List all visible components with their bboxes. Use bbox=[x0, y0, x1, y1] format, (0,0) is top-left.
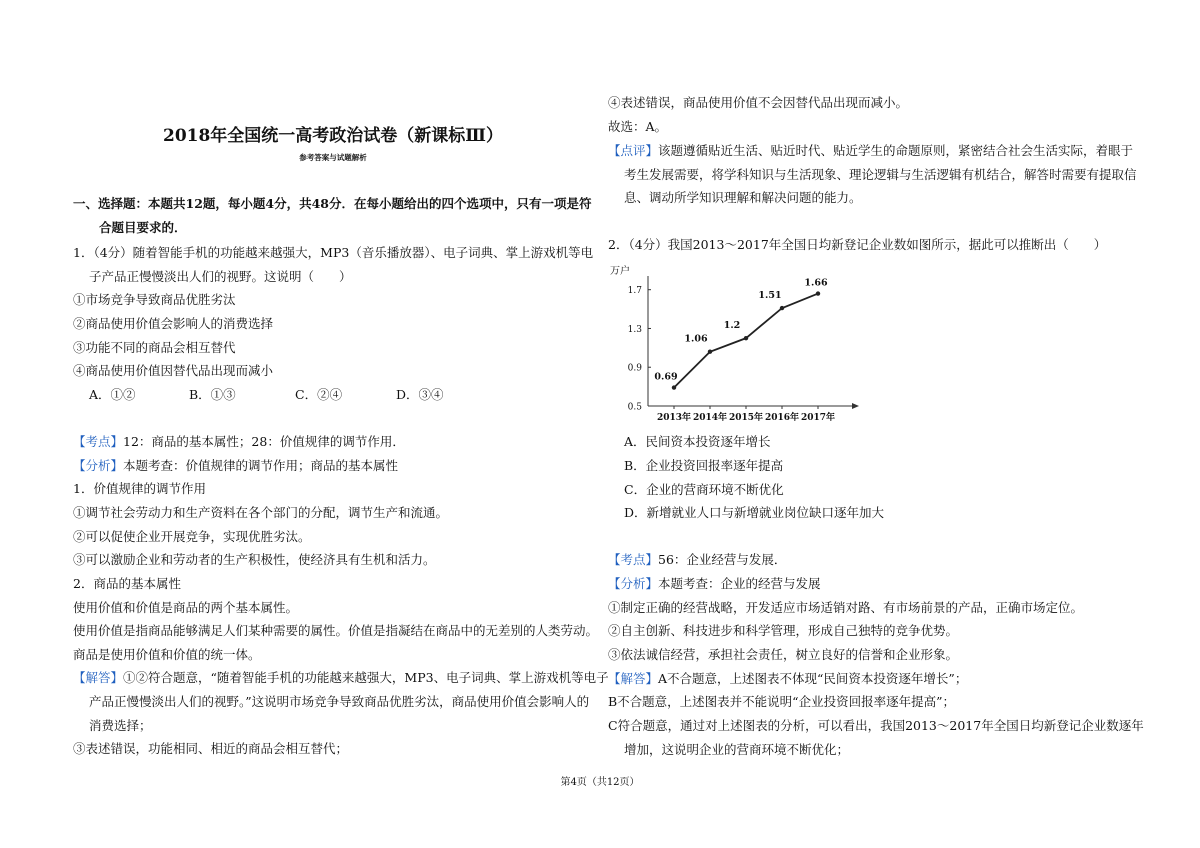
dianping-line-3: 息、调动所学知识理解和解决问题的能力。 bbox=[624, 190, 862, 205]
paper-title: 2018年全国统一高考政治试卷（新课标Ⅲ） bbox=[162, 126, 504, 146]
data-point bbox=[708, 350, 712, 354]
data-label: 1.2 bbox=[723, 320, 741, 332]
data-label: 1.06 bbox=[684, 333, 708, 345]
q2-stem: 2．（4分）我国2013～2017年全国日均新登记企业数如图所示，据此可以推断出（ ） bbox=[608, 237, 1107, 252]
analysis-line: 商品是使用价值和价值的统一体。 bbox=[73, 647, 261, 662]
data-point bbox=[816, 291, 820, 295]
q1-option-a: A．①② bbox=[89, 387, 136, 402]
q1-item: ③功能不同的商品会相互替代 bbox=[73, 340, 236, 355]
jieda-text: A不合题意，上述图表不体现“民间资本投资逐年增长”； bbox=[658, 671, 968, 686]
dianping-line-2: 考生发展需要，将学科知识与生活现象、理论逻辑与生活逻辑有机结合，解答时需要有提取信 bbox=[624, 167, 1137, 182]
page-footer: 第4页（共12页） bbox=[560, 777, 640, 788]
analysis-line: ③依法诚信经营，承担社会责任，树立良好的信誉和企业形象。 bbox=[608, 647, 959, 662]
jieda-line-3: 消费选择； bbox=[89, 718, 152, 733]
jieda-text: ①②符合题意，“随着智能手机的功能越来越强大，MP3、电子词典、掌上游戏机等电子 bbox=[123, 670, 609, 685]
kaodian-tag: 【考点】 bbox=[73, 434, 124, 449]
x-tick-label: 2016年 bbox=[764, 413, 800, 423]
analysis-line: 2．商品的基本属性 bbox=[73, 576, 181, 591]
data-point bbox=[672, 385, 676, 389]
fenxi-tag: 【分析】 bbox=[73, 458, 124, 473]
fenxi-text: 本题考查：价值规律的调节作用；商品的基本属性 bbox=[123, 458, 399, 473]
fenxi-line bbox=[73, 458, 398, 474]
dianping-tag: 【点评】 bbox=[608, 143, 659, 158]
q1-stem-line-2: 子产品正慢慢淡出人们的视野。这说明（ ） bbox=[89, 269, 352, 284]
q1-item: ②商品使用价值会影响人的消费选择 bbox=[73, 316, 274, 331]
dianping-text: 该题遵循贴近生活、贴近时代、贴近学生的命题原则，紧密结合社会生活实际，着眼于 bbox=[658, 143, 1134, 158]
kaodian-text: 12：商品的基本属性；28：价值规律的调节作用． bbox=[123, 434, 405, 449]
q1-option-b: B．①③ bbox=[189, 387, 236, 402]
section-header-line-2: 合题目要求的． bbox=[99, 220, 187, 235]
data-point bbox=[780, 306, 784, 310]
data-label: 0.69 bbox=[654, 371, 678, 383]
q2-option-d: D．新增就业人口与新增就业岗位缺口逐年加大 bbox=[624, 505, 885, 520]
jieda-tag: 【解答】 bbox=[73, 670, 124, 685]
x-axis-arrow bbox=[852, 403, 859, 409]
y-tick-label: 1.7 bbox=[627, 286, 642, 297]
x-tick-label: 2013年 bbox=[656, 413, 692, 423]
jieda-line-2: 产品正慢慢淡出人们的视野。”这说明市场竞争导致商品优胜劣汰，商品使用价值会影响人的 bbox=[89, 694, 590, 709]
analysis-line: ①调节社会劳动力和生产资料在各个部门的分配，调节生产和流通。 bbox=[73, 505, 449, 520]
y-tick-label: 1.3 bbox=[627, 324, 642, 335]
q2-option-b: B．企业投资回报率逐年提高 bbox=[624, 458, 784, 473]
kaodian-tag: 【考点】 bbox=[608, 552, 659, 567]
q1-item: ④商品使用价值因替代品出现而减小 bbox=[73, 363, 274, 378]
q1-item: ①市场竞争导致商品优胜劣汰 bbox=[73, 292, 236, 307]
fenxi-tag: 【分析】 bbox=[608, 576, 659, 591]
x-tick-label: 2014年 bbox=[692, 413, 728, 423]
jieda-line-4: ③表述错误，功能相同、相近的商品会相互替代； bbox=[73, 741, 349, 756]
analysis-line: ①制定正确的经营战略，开发适应市场适销对路、有市场前景的产品，正确市场定位。 bbox=[608, 600, 1084, 615]
y-tick-label: 0.9 bbox=[627, 363, 642, 374]
y-tick-label: 0.5 bbox=[627, 402, 642, 413]
paper-subtitle: 参考答案与试题解析 bbox=[299, 153, 367, 162]
jieda-line-4: 增加，这说明企业的营商环境不断优化； bbox=[624, 742, 850, 757]
q1-option-d: D．③④ bbox=[396, 387, 444, 402]
q1-stem-line-1: 1．（4分）随着智能手机的功能越来越强大，MP3（音乐播放器）、电子词典、掌上游戏机等电 bbox=[73, 245, 594, 260]
q1-option-c: C．②④ bbox=[295, 387, 343, 402]
enterprise-registration-line-chart bbox=[608, 262, 868, 428]
jieda-tag: 【解答】 bbox=[608, 671, 659, 686]
x-tick-label: 2015年 bbox=[728, 413, 764, 423]
data-label: 1.51 bbox=[758, 290, 782, 302]
analysis-line: ③可以激励企业和劳动者的生产积极性，使经济具有生机和活力。 bbox=[73, 552, 436, 567]
right-top-line-2: 故选：A。 bbox=[608, 119, 668, 134]
analysis-line: ②可以促使企业开展竞争，实现优胜劣汰。 bbox=[73, 529, 311, 544]
fenxi-text: 本题考查：企业的经营与发展 bbox=[658, 576, 821, 591]
right-top-line-1: ④表述错误，商品使用价值不会因替代品出现而减小。 bbox=[608, 95, 909, 110]
analysis-line: 使用价值和价值是商品的两个基本属性。 bbox=[73, 600, 299, 615]
kaodian-line bbox=[73, 434, 405, 450]
data-point bbox=[744, 336, 748, 340]
kaodian-line bbox=[608, 552, 786, 568]
jieda-line-1 bbox=[608, 671, 967, 687]
fenxi-line bbox=[608, 576, 821, 592]
data-label: 1.66 bbox=[804, 277, 828, 289]
q2-option-a: A．民间资本投资逐年增长 bbox=[624, 434, 771, 449]
dianping-line-1 bbox=[608, 143, 1133, 159]
analysis-line: ②自主创新、科技进步和科学管理，形成自己独特的竞争优势。 bbox=[608, 623, 959, 638]
q2-option-c: C．企业的营商环境不断优化 bbox=[624, 482, 784, 497]
jieda-line-2: B不合题意，上述图表并不能说明“企业投资回报率逐年提高”； bbox=[608, 694, 955, 709]
y-axis-label: 万户 bbox=[610, 266, 630, 277]
x-tick-label: 2017年 bbox=[800, 413, 836, 423]
analysis-line: 1．价值规律的调节作用 bbox=[73, 481, 206, 496]
kaodian-text: 56：企业经营与发展． bbox=[658, 552, 787, 567]
section-header-line-1: 一、选择题：本题共12题，每小题4分，共48分．在每小题给出的四个选项中，只有一项是符 bbox=[73, 196, 592, 211]
jieda-line-1 bbox=[73, 670, 609, 686]
jieda-line-3: C符合题意，通过对上述图表的分析，可以看出，我国2013～2017年全国日均新登记企业数逐年 bbox=[608, 718, 1144, 733]
analysis-line: 使用价值是指商品能够满足人们某种需要的属性。价值是指凝结在商品中的无差别的人类劳动。 bbox=[73, 623, 599, 638]
